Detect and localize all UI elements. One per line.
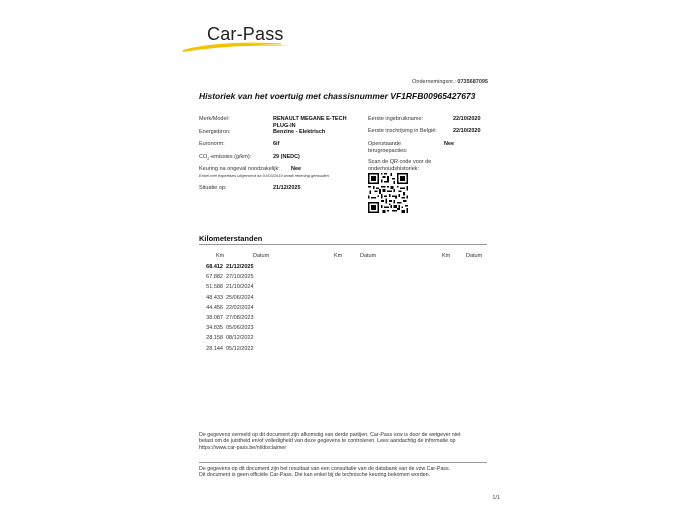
euronorm-label: Euronorm: <box>199 141 225 147</box>
odometer-km: 38.087 <box>206 315 223 321</box>
company-number <box>412 79 488 85</box>
company-number-label: Ondernemingsnr.: <box>412 79 456 85</box>
accident-value: Nee <box>291 166 302 172</box>
odometer-km: 51.588 <box>206 284 223 291</box>
page-title: Historiek van het voertuig met chassisnummer VF1RFB00965427673 <box>199 91 476 101</box>
co2-label-sub: 2 <box>207 157 210 162</box>
odometer-km: 44.456 <box>206 304 223 311</box>
accident-label: Keuring na ongeval noodzakelijk: <box>199 166 280 172</box>
odometer-km: 28.144 <box>206 345 223 352</box>
first-registration-value: 22/10/2020 <box>453 128 481 134</box>
section-divider <box>199 244 487 245</box>
make-model-value: RENAULT MEGANE E-TECH PLUG-IN <box>273 116 347 129</box>
qr-code-icon[interactable] <box>368 173 408 213</box>
odometer-km: 68.412 <box>206 264 223 270</box>
first-use-value: 22/10/2020 <box>453 116 481 122</box>
odometer-date: 05/06/2023 <box>226 325 254 332</box>
disclaimer-line: belast om de juistheid en/of volledigheid van deze gegevens te controleren. Lees aandachtig de informatie op <box>199 438 456 445</box>
odometer-row <box>199 264 279 273</box>
odometer-row <box>199 335 279 344</box>
disclaimer-line: De gegevens vermeld op dit document zijn afkomstig van derde partijen. Car-Pass vzw is door de wetgever niet <box>199 432 461 438</box>
odometer-date: 08/12/2022 <box>226 335 254 342</box>
co2-label <box>199 154 251 163</box>
odometer-date: 21/12/2025 <box>226 264 254 270</box>
odometer-date: 22/02/2024 <box>226 304 254 311</box>
km-header-3: Km <box>442 253 451 259</box>
km-header-2: Km <box>334 253 343 259</box>
km-header-1: Km <box>216 253 225 259</box>
odometer-section-title: Kilometerstanden <box>199 234 263 243</box>
odometer-km: 67.882 <box>206 274 223 281</box>
first-use-label: Eerste ingebruikname: <box>368 116 424 122</box>
odometer-date: 27/08/2023 <box>226 315 254 321</box>
odometer-date: 05/12/2022 <box>226 345 254 352</box>
disclaimer-line: De gegevens op dit document zijn het resultaat van een consultatie van de databank van de vzw Car-Pass. <box>199 466 451 472</box>
odometer-km: 34.835 <box>206 325 223 332</box>
odometer-date: 27/10/2025 <box>226 274 254 281</box>
odometer-row <box>199 346 279 355</box>
co2-label-pre: CO <box>199 154 208 160</box>
first-registration-label: Eerste inschrijving in België: <box>368 128 437 134</box>
odometer-row <box>199 325 279 334</box>
odometer-date: 25/06/2024 <box>226 294 254 301</box>
car-pass-logo <box>181 22 291 54</box>
accident-note: Enkel met expertises uitgevoerd na 01/03/2019 wordt rekening gehouden. <box>199 173 330 178</box>
odometer-date: 21/10/2024 <box>226 284 254 291</box>
company-number-value: 0735687095 <box>457 79 488 85</box>
co2-label-post: -emissies (g/km): <box>209 154 252 160</box>
disclaimer-divider <box>199 462 487 463</box>
odometer-row <box>199 274 279 283</box>
disclaimer-paragraph-1 <box>199 432 489 451</box>
qr-label: Scan de QR code voor de onderhoudshistoriek: <box>368 159 432 172</box>
odometer-km: 28.158 <box>206 335 223 342</box>
disclaimer-paragraph-2 <box>199 466 489 479</box>
logo-text: Car-Pass <box>207 24 284 44</box>
odometer-row <box>199 315 279 324</box>
odometer-row <box>199 295 279 304</box>
co2-value: 29 (NEDC) <box>273 154 300 160</box>
disclaimer-line: Dit document is geen officiële Car-Pass. Die kan enkel bij de technische keuring bekomen worden. <box>199 472 431 479</box>
odometer-km: 48.433 <box>206 294 223 301</box>
euronorm-value: 6if <box>273 141 280 147</box>
page-number: 1/1 <box>492 495 500 501</box>
recalls-label: Openstaande terugroepacties: <box>368 141 408 154</box>
date-header-1: Datum <box>253 253 270 259</box>
odometer-row <box>199 305 279 314</box>
date-header-2: Datum <box>360 253 377 259</box>
make-model-label: Merk/Model: <box>199 116 230 122</box>
date-header-3: Datum <box>466 253 483 259</box>
fuel-value: Benzine - Elektrisch <box>273 129 326 135</box>
situation-value: 21/12/2025 <box>273 185 301 191</box>
odometer-row <box>199 284 279 293</box>
recalls-value: Nee <box>444 141 455 147</box>
fuel-label: Energiebron: <box>199 129 231 135</box>
disclaimer-link[interactable]: https://www.car-pass.be/nl/disclaimer <box>199 444 287 451</box>
situation-label: Situatie op: <box>199 185 227 191</box>
